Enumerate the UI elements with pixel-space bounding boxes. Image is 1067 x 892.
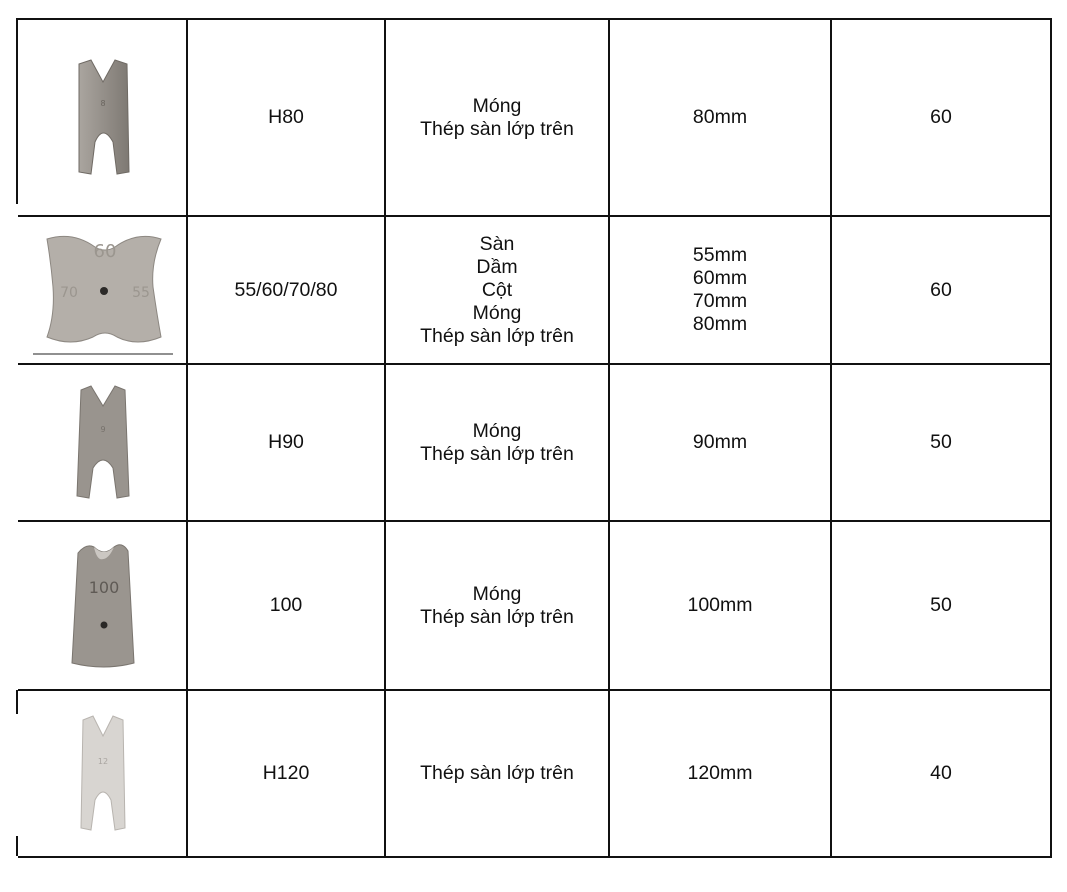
spacer-code: 100 bbox=[269, 594, 303, 616]
size-line: 100mm bbox=[687, 594, 753, 616]
table-row bbox=[19, 690, 1051, 857]
concrete-spacer-h-shape-icon bbox=[73, 58, 133, 178]
image-cell bbox=[19, 216, 187, 364]
quantity-value: 40 bbox=[930, 762, 952, 784]
size-cell bbox=[609, 364, 831, 521]
usage-cell bbox=[385, 19, 609, 216]
usage-cell bbox=[385, 364, 609, 521]
size-line: 120mm bbox=[687, 762, 753, 784]
size-line: 80mm bbox=[692, 313, 748, 335]
size-line: 90mm bbox=[692, 431, 748, 453]
usage-line: Móng bbox=[472, 94, 522, 117]
size-cell bbox=[609, 690, 831, 857]
usage-line: Thép sàn lớp trên bbox=[420, 762, 574, 784]
quantity-cell bbox=[831, 690, 1051, 857]
image-cell bbox=[19, 521, 187, 690]
size-cell bbox=[609, 19, 831, 216]
table-row bbox=[19, 364, 1051, 521]
code-cell bbox=[187, 19, 385, 216]
usage-line: Thép sàn lớp trên bbox=[420, 442, 574, 465]
spacer-spec-table bbox=[18, 18, 1052, 858]
spacer-size-label: 12 bbox=[97, 756, 109, 766]
concrete-spacer-h-shape-icon bbox=[77, 714, 129, 834]
size-line: 55mm bbox=[692, 244, 748, 266]
quantity-cell bbox=[831, 216, 1051, 364]
spacer-size-label: 8 bbox=[100, 98, 106, 108]
code-cell bbox=[187, 521, 385, 690]
quantity-cell bbox=[831, 19, 1051, 216]
usage-line: Móng bbox=[472, 419, 522, 442]
spacer-size-label: 9 bbox=[100, 424, 106, 434]
concrete-spacer-block-icon bbox=[68, 539, 138, 673]
spacer-code: 55/60/70/80 bbox=[234, 278, 338, 301]
quantity-value: 60 bbox=[930, 106, 952, 128]
image-cell bbox=[19, 19, 187, 216]
concrete-spacer-h-shape-icon bbox=[71, 384, 135, 502]
table-row bbox=[19, 19, 1051, 216]
quantity-value: 60 bbox=[930, 278, 952, 301]
spacer-size-label: 70 bbox=[60, 285, 78, 301]
image-cell bbox=[19, 690, 187, 857]
usage-line: Thép sàn lớp trên bbox=[420, 324, 574, 347]
spacer-size-label: 60 bbox=[93, 241, 117, 262]
spacer-code: H80 bbox=[268, 106, 304, 128]
code-cell bbox=[187, 690, 385, 857]
usage-cell bbox=[385, 521, 609, 690]
size-cell bbox=[609, 216, 831, 364]
code-cell bbox=[187, 364, 385, 521]
spacer-size-label: 55 bbox=[132, 285, 150, 301]
usage-line: Thép sàn lớp trên bbox=[420, 117, 574, 140]
spacer-code: H90 bbox=[268, 431, 304, 453]
quantity-cell bbox=[831, 521, 1051, 690]
usage-line: Sàn bbox=[479, 232, 515, 255]
code-cell bbox=[187, 216, 385, 364]
concrete-spacer-multi-size-icon bbox=[33, 225, 173, 355]
spacer-code: H120 bbox=[262, 762, 310, 784]
quantity-cell bbox=[831, 364, 1051, 521]
size-line: 70mm bbox=[692, 290, 748, 312]
table-row bbox=[19, 216, 1051, 364]
usage-line: Thép sàn lớp trên bbox=[420, 605, 574, 628]
size-line: 80mm bbox=[692, 106, 748, 128]
usage-line: Dầm bbox=[476, 255, 518, 278]
quantity-value: 50 bbox=[930, 431, 952, 453]
usage-line: Cột bbox=[481, 278, 513, 301]
size-cell bbox=[609, 521, 831, 690]
usage-line: Móng bbox=[472, 582, 522, 605]
usage-cell bbox=[385, 690, 609, 857]
quantity-value: 50 bbox=[930, 594, 952, 616]
size-line: 60mm bbox=[692, 267, 748, 289]
usage-line: Móng bbox=[472, 301, 522, 324]
usage-cell bbox=[385, 216, 609, 364]
spacer-size-label: 100 bbox=[88, 577, 120, 597]
image-cell bbox=[19, 364, 187, 521]
table-row bbox=[19, 521, 1051, 690]
